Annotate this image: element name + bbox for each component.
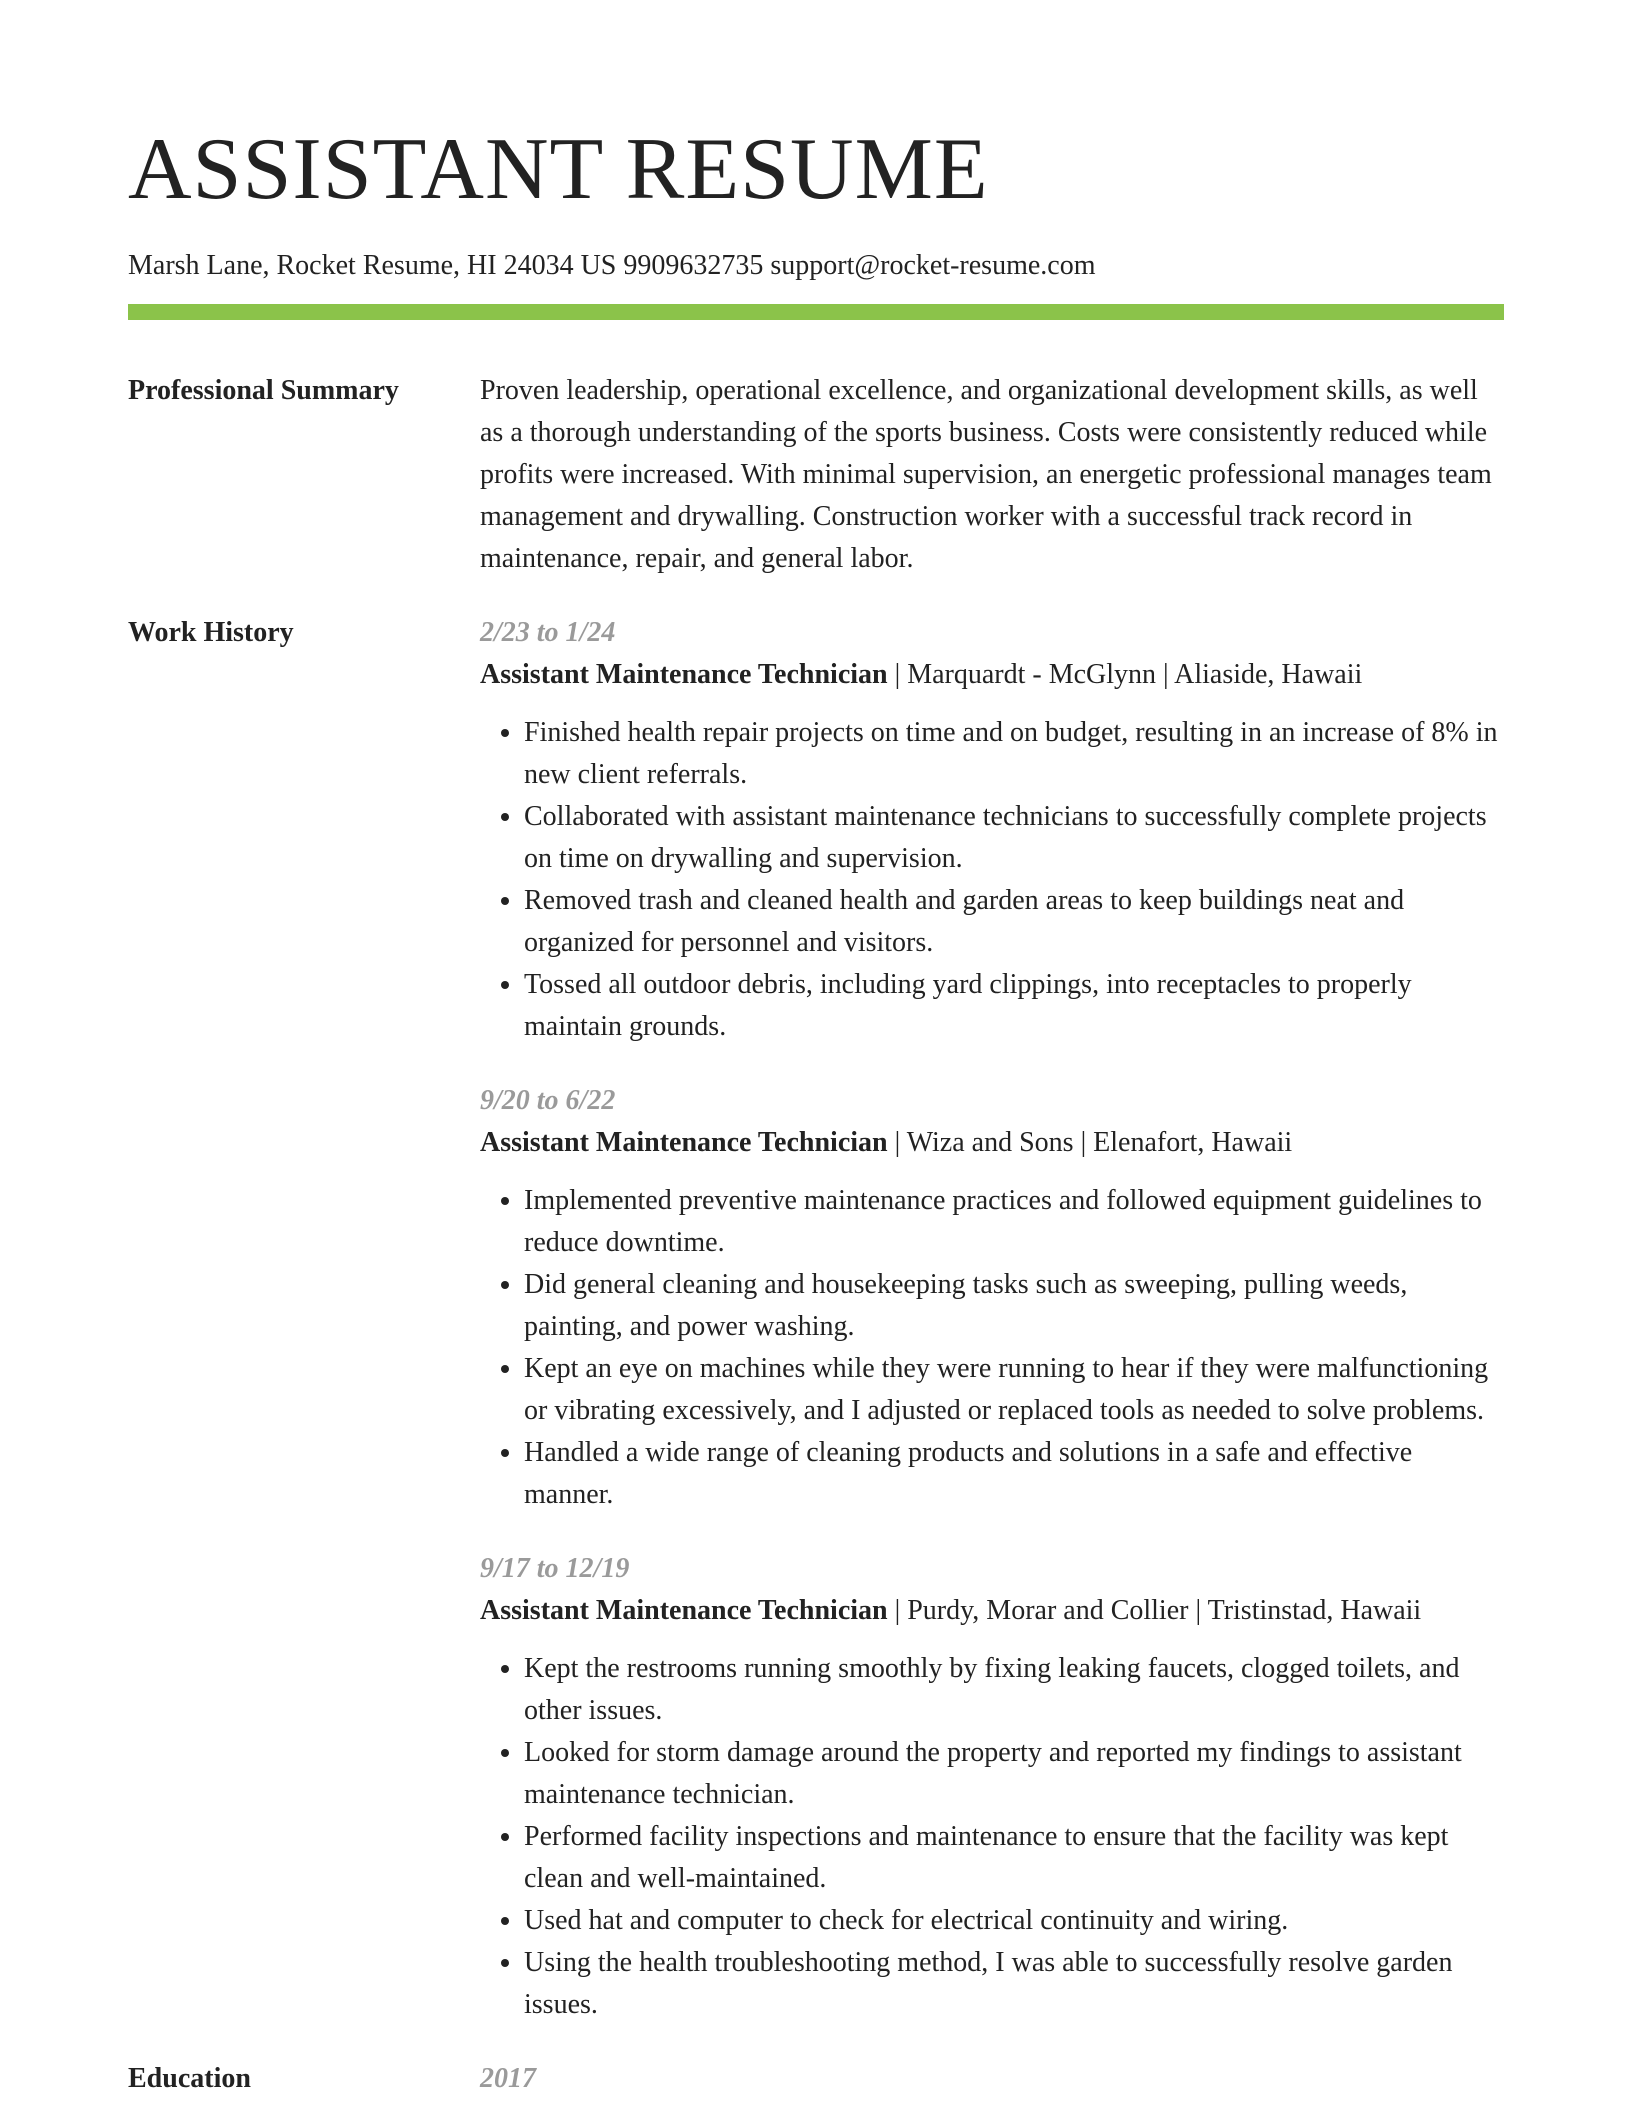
section-professional-summary — [128, 370, 1504, 580]
job-company: Purdy, Morar and Collier — [907, 1595, 1189, 1626]
summary-text: Proven leadership, operational excellence, and organizational development skills, as well as a thorough understanding of the sports business. Costs were consistently reduced while profits were increased. With minimal supervision, an energetic professional manages team management and drywalling. Construction worker with a successful track record in maintenance, repair, and general labor. — [480, 375, 1492, 574]
job-separator: | — [1073, 1127, 1094, 1158]
job-bullet: • Used hat and computer to check for electrical continuity and wiring. — [524, 1900, 1504, 1942]
job-dates: 9/20 to 6/22 — [480, 1085, 616, 1116]
job-bullet: • Finished health repair projects on time and on budget, resulting in an increase of 8% in new client referrals. — [524, 712, 1504, 796]
job-separator: | — [1188, 1595, 1208, 1626]
job-separator: | — [887, 659, 908, 690]
job-separator: | — [1156, 659, 1175, 690]
contact-line: Marsh Lane, Rocket Resume, HI 24034 US 9909632735 support@rocket-resume.com — [128, 250, 1096, 281]
section-label-education: Education — [128, 2063, 251, 2094]
job-header — [480, 654, 1504, 696]
section-label-summary: Professional Summary — [128, 375, 399, 406]
job-title: Assistant Maintenance Technician — [480, 1595, 888, 1626]
job-header — [480, 1122, 1504, 1164]
job-location: Tristinstad, Hawaii — [1207, 1595, 1422, 1626]
job-bullet: • Using the health troubleshooting method, I was able to successfully resolve garden issues. — [524, 1942, 1504, 2026]
job-dates: 9/17 to 12/19 — [480, 1553, 630, 1584]
job-title: Assistant Maintenance Technician — [480, 1127, 888, 1158]
accent-divider — [128, 304, 1504, 320]
work-body — [480, 612, 1504, 2026]
job-bullet: • Performed facility inspections and maintenance to ensure that the facility was kept clean and well-maintained. — [524, 1816, 1504, 1900]
job-bullet: • Tossed all outdoor debris, including yard clippings, into receptacles to properly maintain grounds. — [524, 964, 1504, 1048]
job-company: Wiza and Sons — [906, 1127, 1074, 1158]
job-header — [480, 1590, 1504, 1632]
job-location: Aliaside, Hawaii — [1174, 659, 1363, 690]
job-dates: 2/23 to 1/24 — [480, 617, 616, 648]
job-bullets — [480, 1180, 1504, 1516]
job-bullet: • Collaborated with assistant maintenance technicians to successfully complete projects on time on drywalling and supervision. — [524, 796, 1504, 880]
job-title: Assistant Maintenance Technician — [480, 659, 888, 690]
job-entry — [480, 1080, 1504, 1516]
education-body — [480, 2058, 1504, 2100]
job-bullet: • Looked for storm damage around the property and reported my findings to assistant maintenance technician. — [524, 1732, 1504, 1816]
section-education — [128, 2058, 1504, 2100]
job-company: Marquardt - McGlynn — [907, 659, 1157, 690]
education-dates: 2017 — [480, 2063, 536, 2094]
job-entry — [480, 1548, 1504, 2026]
job-bullets — [480, 712, 1504, 1048]
job-bullet: • Kept the restrooms running smoothly by fixing leaking faucets, clogged toilets, and other issues. — [524, 1648, 1504, 1732]
summary-body — [480, 370, 1504, 580]
job-bullets — [480, 1648, 1504, 2026]
job-separator: | — [887, 1127, 907, 1158]
resume-title: ASSISTANT RESUME — [128, 121, 989, 218]
job-bullet: • Did general cleaning and housekeeping tasks such as sweeping, pulling weeds, painting, and power washing. — [524, 1264, 1504, 1348]
job-entry — [480, 612, 1504, 1048]
section-work-history — [128, 612, 1504, 2026]
job-bullet: • Kept an eye on machines while they were running to hear if they were malfunctioning or vibrating excessively, and I adjusted or replaced tools as needed to solve problems. — [524, 1348, 1504, 1432]
job-bullet: • Implemented preventive maintenance practices and followed equipment guidelines to reduce downtime. — [524, 1180, 1504, 1264]
job-location: Elenafort, Hawaii — [1093, 1127, 1293, 1158]
section-label-work: Work History — [128, 617, 294, 648]
job-separator: | — [887, 1595, 908, 1626]
job-bullet: • Handled a wide range of cleaning products and solutions in a safe and effective manner. — [524, 1432, 1504, 1516]
job-bullet: • Removed trash and cleaned health and garden areas to keep buildings neat and organized for personnel and visitors. — [524, 880, 1504, 964]
